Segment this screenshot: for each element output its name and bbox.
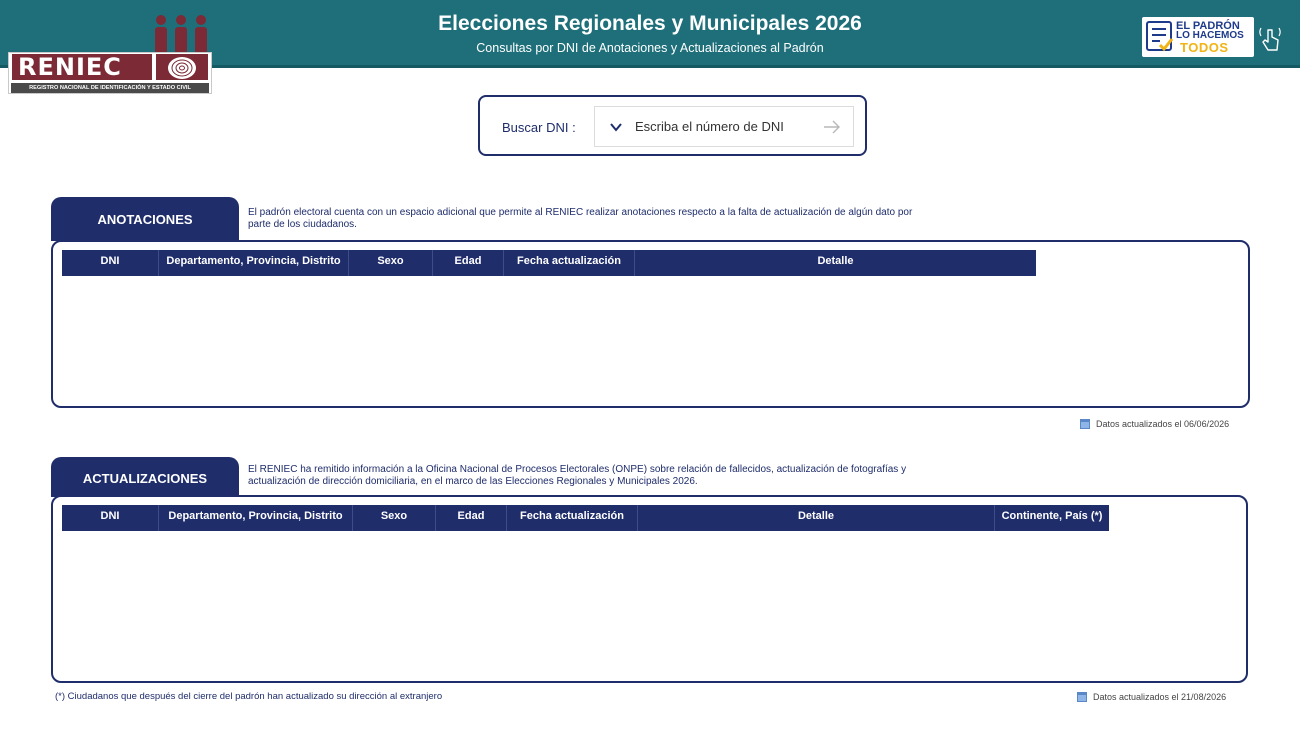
chevron-down-icon[interactable] (609, 120, 623, 134)
padron-logo (1142, 17, 1254, 57)
calendar-icon (1080, 418, 1090, 429)
anotaciones-table-header (62, 250, 1036, 276)
page-title: Elecciones Regionales y Municipales 2026 (438, 12, 862, 35)
padron-logo-line2: LO HACEMOS (1176, 30, 1244, 41)
dni-search-input[interactable] (635, 107, 815, 146)
reniec-logo-subtitle: REGISTRO NACIONAL DE IDENTIFICACIÓN Y ESTADO CIVIL (11, 83, 209, 93)
actualizaciones-panel (51, 495, 1248, 683)
column-header: Departamento, Provincia, Distrito (159, 250, 349, 276)
tab-actualizaciones: ACTUALIZACIONES (51, 457, 239, 497)
actualizaciones-updated-text: Datos actualizados el 21/08/2026 (1093, 691, 1227, 702)
column-header: DNI (62, 505, 159, 531)
search-field[interactable] (594, 106, 854, 147)
column-header: Fecha actualización (504, 250, 635, 276)
anotaciones-description: El padrón electoral cuenta con un espacio adicional que permite al RENIEC realizar anotaciones respecto a la falta de actualización de algún dato por parte de los ciudadanos. (248, 207, 913, 230)
person-figure-icon (194, 14, 208, 54)
column-header: Detalle (817, 255, 854, 267)
search-label: Buscar DNI : (502, 120, 576, 135)
anotaciones-updated (1080, 418, 1229, 429)
arrow-right-icon[interactable] (823, 119, 841, 135)
search-panel (478, 95, 867, 156)
reniec-wordmark: RENIEC (12, 54, 152, 80)
footnote: (*) Ciudadanos que después del cierre del padrón han actualizado su dirección al extranjero (55, 691, 443, 702)
anotaciones-panel (51, 240, 1250, 408)
touch-hand-icon (1257, 22, 1283, 56)
column-header: DNI (62, 250, 159, 276)
reniec-logo[interactable] (8, 14, 212, 94)
padron-logo-line1: EL PADRÓN (1176, 20, 1240, 32)
column-header: Edad (433, 250, 504, 276)
tab-anotaciones: ANOTACIONES (51, 197, 239, 241)
person-figure-icon (154, 14, 168, 54)
column-header: Fecha actualización (507, 505, 638, 531)
padron-logo-line3: TODOS (1180, 40, 1229, 55)
column-header: Edad (436, 505, 507, 531)
actualizaciones-updated (1077, 691, 1226, 702)
anotaciones-updated-text: Datos actualizados el 06/06/2026 (1096, 418, 1230, 429)
column-header: Detalle (638, 505, 995, 531)
actualizaciones-description: El RENIEC ha remitido información a la Oficina Nacional de Procesos Electorales (ONPE) sobre relación de fallecidos, actualización de fotografías y actualización de dirección domiciliaria, en el marco de las Elecciones Regionales y Municipales 2026. (248, 464, 907, 487)
page-subtitle: Consultas por DNI de Anotaciones y Actualizaciones al Padrón (476, 41, 824, 55)
checklist-icon (1146, 21, 1174, 53)
column-header: Sexo (353, 505, 436, 531)
person-figure-icon (174, 14, 188, 54)
fingerprint-icon (156, 54, 208, 80)
actualizaciones-table-header (62, 505, 1109, 531)
column-header: Departamento, Provincia, Distrito (159, 505, 353, 531)
column-header: Continente, País (*) (1001, 510, 1103, 522)
calendar-icon (1077, 691, 1087, 702)
column-header: Sexo (349, 250, 433, 276)
